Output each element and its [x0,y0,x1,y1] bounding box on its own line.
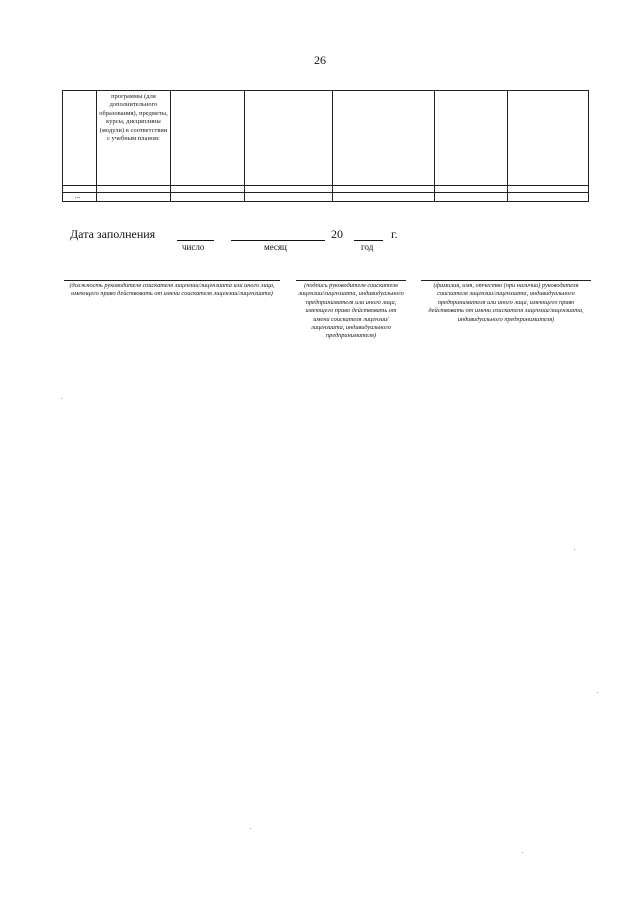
table-cell [508,91,589,186]
name-caption: (фамилия, имя, отчество (при наличии) руководителя соискателя лицензии/лицензиата, индивидуального предпринимателя или иного лица, имеющего право действовать от имени соискателя лицензии/лицензиата, индивидуального предпринимателя) [428,282,584,323]
scan-speck [574,549,575,550]
table-cell [245,193,333,202]
table-row [63,193,589,202]
page-number: 26 [314,53,326,67]
dots-text: ... [75,192,81,200]
programs-cell-text: программы (для дополнительного образования), предметы, курсы, дисциплины (модули) в соответствии с учебным планом: [99,93,168,143]
table-cell [333,193,435,202]
signature-line [296,280,406,281]
table-cell [508,193,589,202]
table-row [63,91,589,186]
name-line [421,280,591,281]
programs-table [62,90,589,202]
month-blank [231,240,325,241]
year-century: 20 [331,227,343,241]
table-cell-number [63,91,97,186]
table-cell [245,91,333,186]
position-caption: (должность руководителя соискателя лицензии/лицензиата или иного лица, имеющего право действовать от имени соискателя лицензии/лицензиата) [69,282,275,298]
scan-speck [250,828,251,829]
scan-speck [61,398,62,399]
table-cell [435,91,508,186]
table-cell [508,186,589,193]
year-suffix: г. [391,227,398,241]
signature-caption: (подпись руководителя соискателя лицензии/лицензиата, индивидуального предпринимателя или иного лица, имеющего право действовать от имени соискателя лицензии/лицензиата, индивидуального предпринимателя) [298,282,404,340]
table-cell [435,193,508,202]
table-cell [97,186,171,193]
table-cell [171,91,245,186]
table-cell-dots [63,193,97,202]
scan-speck [522,852,523,853]
table-cell [171,193,245,202]
table-row [63,186,589,193]
table-cell [171,186,245,193]
table-cell [333,91,435,186]
table-cell [333,186,435,193]
day-blank [177,240,214,241]
year-blank [354,240,383,241]
year-label: год [361,242,374,252]
table-cell [435,186,508,193]
day-label: число [182,242,205,252]
table-cell [245,186,333,193]
scan-speck [597,692,598,693]
table-cell-programs [97,91,171,186]
position-line [64,280,280,281]
fill-date-label: Дата заполнения [70,227,156,241]
month-label: месяц [264,242,287,252]
table-cell [97,193,171,202]
